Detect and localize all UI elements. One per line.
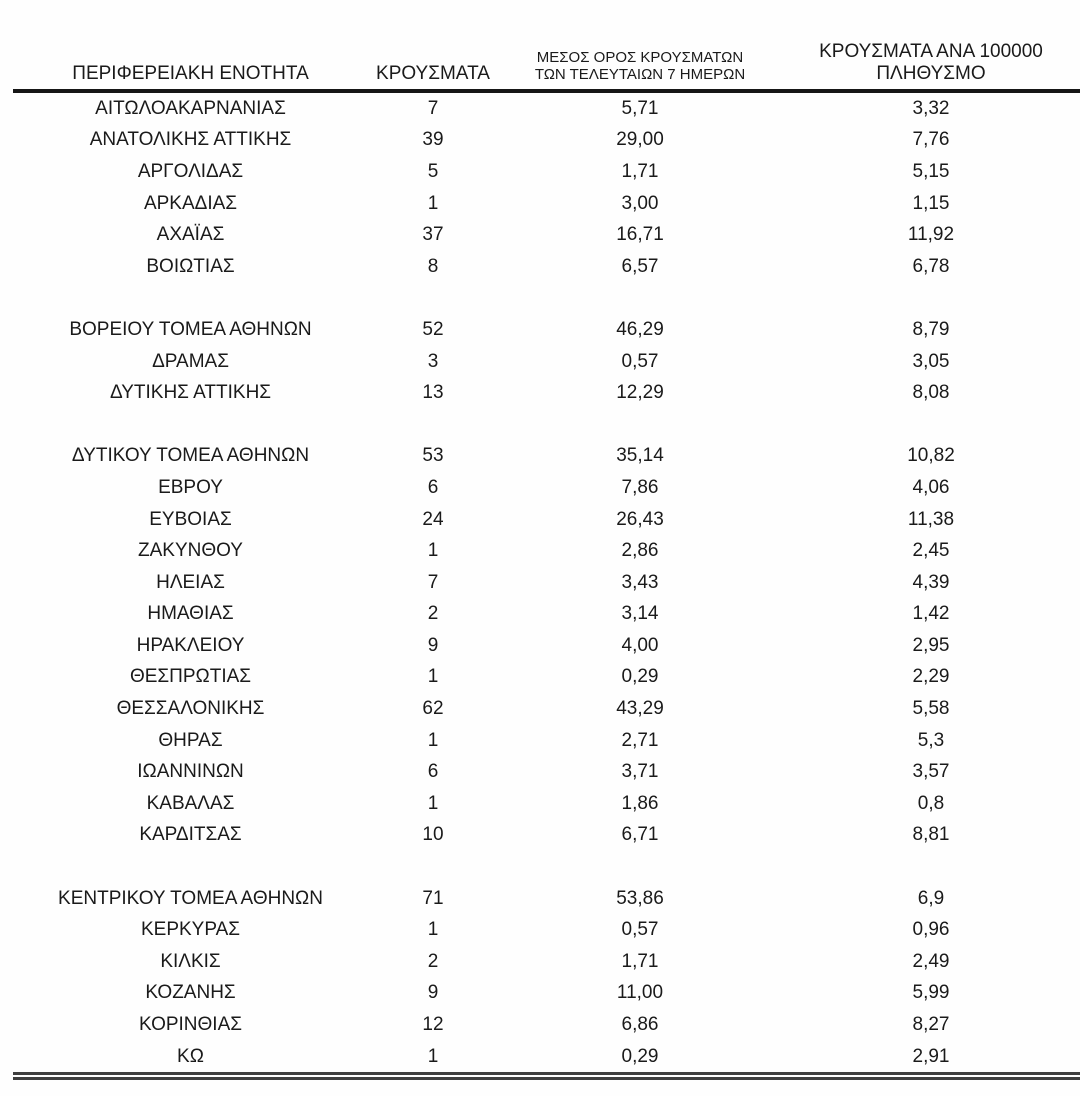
avg7-value: 3,43 <box>621 571 659 593</box>
region-name: ΑΡΓΟΛΙΔΑΣ <box>137 160 244 182</box>
region-name: ΑΝΑΤΟΛΙΚΗΣ ΑΤΤΙΚΗΣ <box>89 129 292 151</box>
region-name: ΑΧΑΪΑΣ <box>156 224 225 246</box>
spacer-row <box>13 851 1080 883</box>
region-name: ΔΡΑΜΑΣ <box>152 350 229 372</box>
cases-value: 1 <box>427 192 439 214</box>
table-row <box>13 693 1080 725</box>
per100k-value: 5,3 <box>917 729 945 751</box>
table-row <box>13 251 1080 283</box>
per100k-value: 2,45 <box>912 540 950 562</box>
region-name: ΚΟΖΑΝΗΣ <box>145 982 236 1004</box>
region-name: ΙΩΑΝΝΙΝΩΝ <box>137 761 244 783</box>
table-row <box>13 156 1080 188</box>
avg7-value: 6,57 <box>621 255 659 277</box>
per100k-value: 8,27 <box>912 1014 950 1036</box>
col-header-cases <box>368 0 498 91</box>
table-row <box>13 630 1080 662</box>
region-name: ΚΑΡΔΙΤΣΑΣ <box>139 824 242 846</box>
region-name: ΑΡΚΑΔΙΑΣ <box>143 192 238 214</box>
header-row <box>13 0 1080 91</box>
cases-value: 8 <box>427 255 439 277</box>
per100k-value: 5,15 <box>912 160 950 182</box>
table-row <box>13 535 1080 567</box>
table-row <box>13 725 1080 757</box>
table-row <box>13 662 1080 694</box>
cases-value: 1 <box>427 540 439 562</box>
avg7-value: 29,00 <box>616 129 664 151</box>
col-header-avg7 <box>498 0 782 91</box>
spacer-cell <box>13 283 1080 315</box>
table-row <box>13 472 1080 504</box>
table-row <box>13 219 1080 251</box>
cases-value: 53 <box>422 445 444 467</box>
cases-value: 1 <box>427 666 439 688</box>
region-name: ΒΟΙΩΤΙΑΣ <box>146 255 235 277</box>
per100k-value: 3,57 <box>912 761 950 783</box>
region-name: ΗΡΑΚΛΕΙΟΥ <box>136 634 245 656</box>
col-header-per100k-line1: ΚΡΟΥΣΜΑΤΑ ΑΝΑ 100000 <box>819 41 1043 63</box>
cases-value: 9 <box>427 634 439 656</box>
per100k-value: 6,9 <box>917 887 945 909</box>
per100k-value: 2,29 <box>912 666 950 688</box>
avg7-value: 0,29 <box>621 1045 659 1067</box>
per100k-value: 3,32 <box>912 97 950 119</box>
table-row <box>13 1009 1080 1041</box>
spacer-cell <box>13 851 1080 883</box>
per100k-value: 7,76 <box>912 129 950 151</box>
avg7-value: 3,71 <box>621 761 659 783</box>
per100k-value: 10,82 <box>907 445 955 467</box>
cases-value: 1 <box>427 919 439 941</box>
avg7-value: 6,86 <box>621 1014 659 1036</box>
col-header-avg7-line1: ΜΕΣΟΣ ΟΡΟΣ ΚΡΟΥΣΜΑΤΩΝ <box>536 49 744 67</box>
cases-value: 13 <box>422 382 444 404</box>
per100k-value: 4,39 <box>912 571 950 593</box>
cases-value: 6 <box>427 476 439 498</box>
cases-value: 6 <box>427 761 439 783</box>
region-name: ΕΒΡΟΥ <box>158 476 223 498</box>
avg7-value: 3,14 <box>621 603 659 625</box>
cases-value: 37 <box>422 224 444 246</box>
table-row <box>13 1041 1080 1073</box>
region-name: ΘΕΣΣΑΛΟΝΙΚΗΣ <box>116 698 265 720</box>
region-name: ΗΛΕΙΑΣ <box>156 571 225 593</box>
cases-value: 12 <box>422 1014 444 1036</box>
region-name: ΒΟΡΕΙΟΥ ΤΟΜΕΑ ΑΘΗΝΩΝ <box>69 318 312 340</box>
col-header-avg7-line2: ΤΩΝ ΤΕΛΕΥΤΑΙΩΝ 7 ΗΜΕΡΩΝ <box>534 66 746 84</box>
region-name: ΗΜΑΘΙΑΣ <box>147 603 234 625</box>
table-row <box>13 978 1080 1010</box>
per100k-value: 11,92 <box>907 224 955 246</box>
col-header-region-label: ΠΕΡΙΦΕΡΕΙΑΚΗ ΕΝΟΤΗΤΑ <box>72 62 309 84</box>
spacer-cell <box>13 409 1080 441</box>
avg7-value: 16,71 <box>616 224 664 246</box>
table-row <box>13 788 1080 820</box>
cases-value: 62 <box>422 698 444 720</box>
region-name: ΑΙΤΩΛΟΑΚΑΡΝΑΝΙΑΣ <box>95 97 286 119</box>
table-row <box>13 756 1080 788</box>
table-row <box>13 314 1080 346</box>
cases-value: 1 <box>427 729 439 751</box>
avg7-value: 4,00 <box>621 634 659 656</box>
avg7-value: 0,57 <box>621 919 659 941</box>
col-header-per100k <box>782 0 1080 91</box>
region-name: ΕΥΒΟΙΑΣ <box>149 508 232 530</box>
per100k-value: 2,95 <box>912 634 950 656</box>
region-name: ΚΟΡΙΝΘΙΑΣ <box>138 1014 242 1036</box>
cases-value: 24 <box>422 508 444 530</box>
table-row <box>13 599 1080 631</box>
col-header-cases-label: ΚΡΟΥΣΜΑΤΑ <box>376 62 490 84</box>
avg7-value: 46,29 <box>616 318 664 340</box>
avg7-value: 5,71 <box>621 97 659 119</box>
table-body <box>13 91 1080 1072</box>
avg7-value: 43,29 <box>616 698 664 720</box>
table-row <box>13 188 1080 220</box>
per100k-value: 1,15 <box>912 192 950 214</box>
spacer-row <box>13 283 1080 315</box>
table-row <box>13 441 1080 473</box>
col-header-region <box>13 0 368 91</box>
avg7-value: 3,00 <box>621 192 659 214</box>
table-row <box>13 125 1080 157</box>
per100k-value: 3,05 <box>912 350 950 372</box>
col-header-per100k-line2: ΠΛΗΘΥΣΜΟ <box>876 62 986 84</box>
region-name: ΚΑΒΑΛΑΣ <box>146 792 235 814</box>
per100k-value: 1,42 <box>912 603 950 625</box>
cases-value: 1 <box>427 1045 439 1067</box>
table-row <box>13 914 1080 946</box>
region-name: ΚΙΛΚΙΣ <box>160 950 221 972</box>
region-name: ΚΩ <box>177 1045 204 1067</box>
avg7-value: 0,57 <box>621 350 659 372</box>
per100k-value: 2,49 <box>912 950 950 972</box>
table-row <box>13 346 1080 378</box>
avg7-value: 1,71 <box>621 160 659 182</box>
spacer-row <box>13 409 1080 441</box>
table-row <box>13 377 1080 409</box>
avg7-value: 0,29 <box>621 666 659 688</box>
cases-value: 2 <box>427 950 439 972</box>
cases-value: 7 <box>427 97 439 119</box>
avg7-value: 11,00 <box>616 982 664 1004</box>
cases-value: 71 <box>422 887 444 909</box>
table-row <box>13 567 1080 599</box>
avg7-value: 1,86 <box>621 792 659 814</box>
table-row <box>13 504 1080 536</box>
avg7-value: 7,86 <box>621 476 659 498</box>
region-name: ΖΑΚΥΝΘΟΥ <box>138 540 243 562</box>
cases-value: 52 <box>422 318 444 340</box>
per100k-value: 8,08 <box>912 382 950 404</box>
region-name: ΘΕΣΠΡΩΤΙΑΣ <box>129 666 252 688</box>
table-row <box>13 820 1080 852</box>
avg7-value: 12,29 <box>616 382 664 404</box>
cases-value: 3 <box>427 350 439 372</box>
table-row <box>13 883 1080 915</box>
per100k-value: 0,96 <box>912 919 950 941</box>
avg7-value: 53,86 <box>616 887 664 909</box>
region-name: ΚΕΝΤΡΙΚΟΥ ΤΟΜΕΑ ΑΘΗΝΩΝ <box>58 887 323 909</box>
region-name: ΔΥΤΙΚΟΥ ΤΟΜΕΑ ΑΘΗΝΩΝ <box>71 445 310 467</box>
per100k-value: 2,91 <box>912 1045 950 1067</box>
per100k-value: 8,81 <box>912 824 950 846</box>
cases-value: 10 <box>422 824 444 846</box>
region-name: ΘΗΡΑΣ <box>158 729 223 751</box>
regional-cases-table <box>13 0 1080 1072</box>
avg7-value: 2,71 <box>621 729 659 751</box>
avg7-value: 6,71 <box>621 824 659 846</box>
cases-value: 7 <box>427 571 439 593</box>
per100k-value: 0,8 <box>917 792 945 814</box>
avg7-value: 2,86 <box>621 540 659 562</box>
per100k-value: 4,06 <box>912 476 950 498</box>
avg7-value: 1,71 <box>621 950 659 972</box>
per100k-value: 5,99 <box>912 982 950 1004</box>
per100k-value: 8,79 <box>912 318 950 340</box>
cases-value: 1 <box>427 792 439 814</box>
cases-value: 9 <box>427 982 439 1004</box>
cases-value: 5 <box>427 160 439 182</box>
avg7-value: 35,14 <box>616 445 664 467</box>
per100k-value: 5,58 <box>912 698 950 720</box>
region-name: ΚΕΡΚΥΡΑΣ <box>140 919 241 941</box>
table-row <box>13 91 1080 125</box>
region-name: ΔΥΤΙΚΗΣ ΑΤΤΙΚΗΣ <box>109 382 272 404</box>
avg7-value: 26,43 <box>616 508 664 530</box>
per100k-value: 11,38 <box>907 508 955 530</box>
cases-value: 39 <box>422 129 444 151</box>
table-bottom-rule <box>13 1072 1080 1080</box>
per100k-value: 6,78 <box>912 255 950 277</box>
table-row <box>13 946 1080 978</box>
cases-value: 2 <box>427 603 439 625</box>
table-header <box>13 0 1080 91</box>
